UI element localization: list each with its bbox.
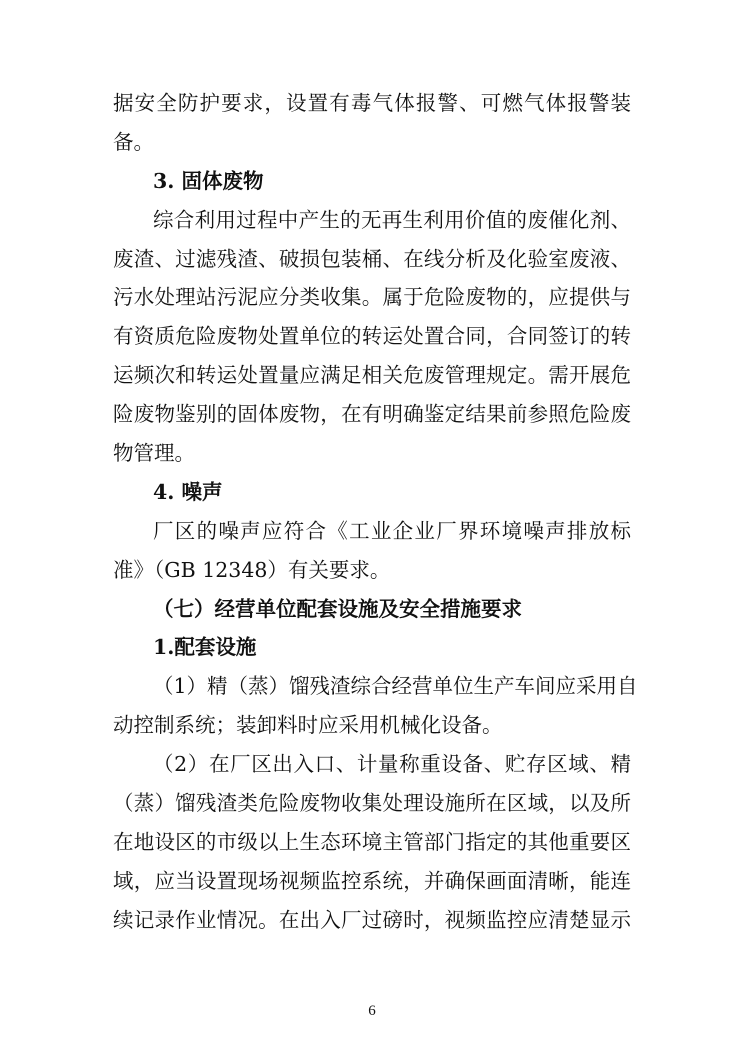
text-line: 物管理。 — [113, 441, 195, 466]
text-line: 在地设区的市级以上生态环境主管部门指定的其他重要区 — [113, 829, 631, 854]
text-line: 准》（GB 12348）有关要求。 — [113, 557, 391, 582]
text-line: 域，应当设置现场视频监控系统，并确保画面清晰，能连 — [113, 868, 631, 893]
text-line: 续记录作业情况。在出入厂过磅时，视频监控应清楚显示 — [113, 907, 631, 932]
section-heading: 1.配套设施 — [153, 635, 257, 660]
section-heading: 3. 固体废物 — [153, 168, 264, 193]
text-line: 废渣、过滤残渣、破损包装桶、在线分析及化验室废液、 — [113, 246, 631, 271]
text-line: 综合利用过程中产生的无再生利用价值的废催化剂、 — [153, 207, 631, 232]
text-line: 备。 — [113, 129, 154, 154]
text-line: （蒸）馏残渣类危险废物收集处理设施所在区域，以及所 — [113, 791, 631, 816]
text-line: 险废物鉴别的固体废物，在有明确鉴定结果前参照危险废 — [113, 402, 631, 427]
text-line: 动控制系统；装卸料时应采用机械化设备。 — [113, 713, 503, 738]
text-line: 据安全防护要求，设置有毒气体报警、可燃气体报警装 — [113, 91, 631, 115]
text-line: 有资质危险废物处置单位的转运处置合同，合同签订的转 — [113, 324, 631, 349]
text-line: （2）在厂区出入口、计量称重设备、贮存区域、精 — [153, 752, 631, 777]
text-line: （1）精（蒸）馏残渣综合经营单位生产车间应采用自 — [153, 674, 638, 699]
section-heading: 4. 噪声 — [153, 479, 223, 504]
text-line: 污水处理站污泥应分类收集。属于危险废物的，应提供与 — [113, 285, 631, 310]
text-line: 厂区的噪声应符合《工业企业厂界环境噪声排放标 — [153, 518, 631, 543]
page-number: 6 — [368, 1003, 376, 1019]
text-line: 运频次和转运处置量应满足相关危废管理规定。需开展危 — [113, 363, 631, 388]
document-body — [113, 84, 638, 940]
section-heading: （七）经营单位配套设施及安全措施要求 — [153, 596, 522, 621]
